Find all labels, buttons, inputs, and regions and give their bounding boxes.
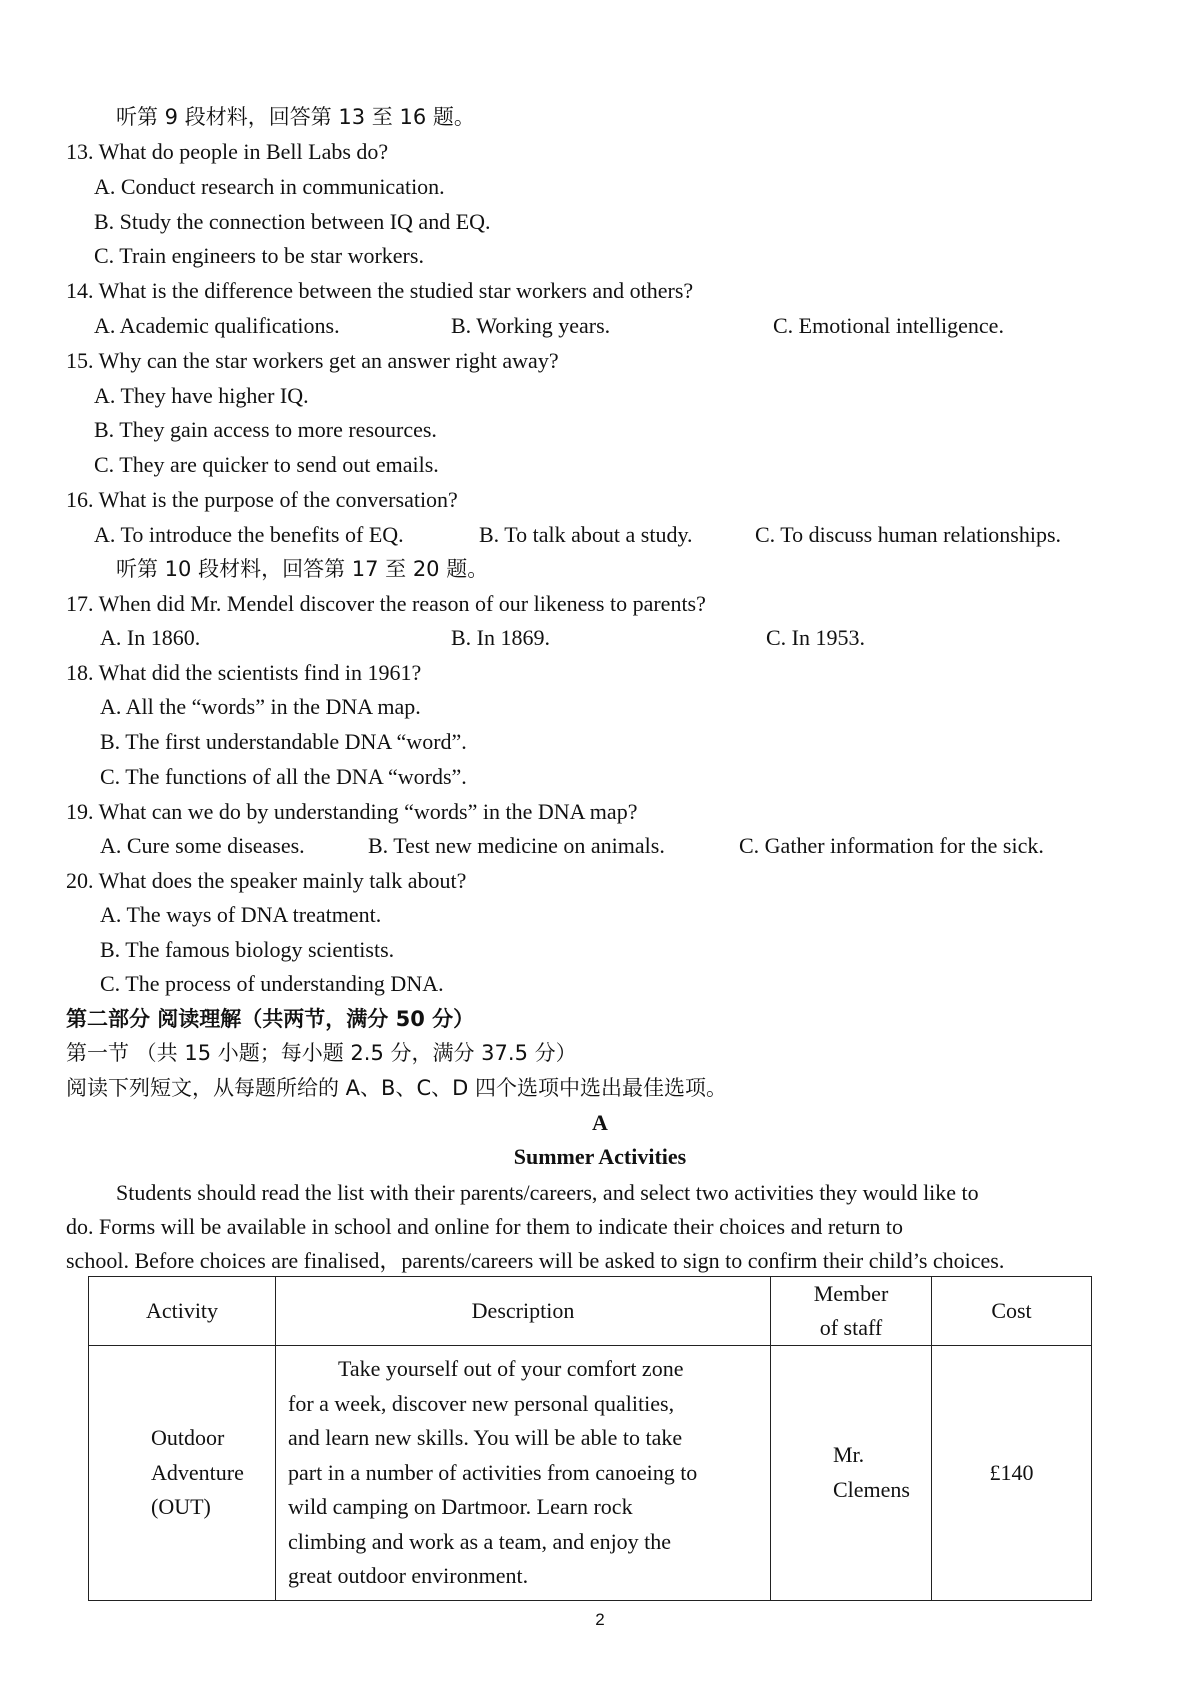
q19-option-b: B. Test new medicine on animals. [368,833,665,858]
question-16: 16. What is the purpose of the conversation? [66,487,458,512]
question-15: 15. Why can the star workers get an answer right away? [66,348,559,373]
q14-option-b: B. Working years. [451,313,611,338]
page-number: 2 [595,1610,605,1629]
header-member-line-1: Member [813,1281,889,1306]
q18-option-c: C. The functions of all the DNA “words”. [100,764,467,789]
q14-option-c: C. Emotional intelligence. [773,313,1004,338]
passage-line-2: do. Forms will be available in school and online for them to indicate their choices and return to [66,1214,903,1239]
activity-line: Outdoor [151,1425,225,1450]
description-line: part in a number of activities from canoeing to [288,1459,698,1485]
q16-options [0,520,1200,550]
q18-option-b: B. The first understandable DNA “word”. [100,729,467,754]
passage-line-1: Students should read the list with their parents/careers, and select two activities they would like to [116,1180,979,1205]
part2-title: 第二部分 阅读理解（共两节，满分 50 分） [66,1007,475,1031]
q15-option-c: C. They are quicker to send out emails. [94,452,439,477]
q19-option-a: A. Cure some diseases. [100,833,305,858]
header-member-of-staff [771,1277,932,1346]
table-header-row [89,1277,1092,1346]
q13-option-a: A. Conduct research in communication. [94,174,445,199]
q17-option-a: A. In 1860. [100,625,201,650]
activity-line: (OUT) [151,1494,211,1519]
q14-options [0,311,1200,341]
description-line: for a week, discover new personal qualities, [288,1390,675,1416]
passage-letter: A [592,1110,608,1135]
description-line: Take yourself out of your comfort zone [338,1356,684,1381]
description-line: climbing and work as a team, and enjoy the [288,1528,672,1554]
q16-option-a: A. To introduce the benefits of EQ. [94,522,404,547]
q20-option-a: A. The ways of DNA treatment. [100,902,382,927]
staff-line: Clemens [833,1476,910,1502]
activity-line: Adventure [151,1459,244,1485]
question-13: 13. What do people in Bell Labs do? [66,139,389,164]
part2-instruction: 阅读下列短文，从每题所给的 A、B、C、D 四个选项中选出最佳选项。 [66,1076,727,1100]
q14-option-a: A. Academic qualifications. [94,313,340,338]
q20-option-c: C. The process of understanding DNA. [100,971,444,996]
q19-options [0,831,1200,861]
header-activity: Activity [89,1277,276,1346]
q17-options [0,623,1200,653]
q17-option-b: B. In 1869. [451,625,550,650]
q15-option-b: B. They gain access to more resources. [94,417,437,442]
part2-section1: 第一节 （共 15 小题；每小题 2.5 分，满分 37.5 分） [66,1041,577,1065]
q16-option-b: B. To talk about a study. [479,522,693,547]
header-description: Description [276,1277,771,1346]
q17-option-c: C. In 1953. [766,625,865,650]
description-line: wild camping on Dartmoor. Learn rock [288,1494,633,1519]
question-17: 17. When did Mr. Mendel discover the reason of our likeness to parents? [66,591,706,616]
q19-option-c: C. Gather information for the sick. [739,833,1044,858]
description-cell [276,1346,771,1601]
description-line: and learn new skills. You will be able to take [288,1425,683,1450]
question-14: 14. What is the difference between the studied star workers and others? [66,278,694,303]
q20-option-b: B. The famous biology scientists. [100,937,395,962]
q15-option-a: A. They have higher IQ. [94,383,309,408]
activities-table [88,1276,1092,1601]
header-member-line-2: of staff [819,1315,883,1340]
question-19: 19. What can we do by understanding “words” in the DNA map? [66,799,638,824]
section-intro-10: 听第 10 段材料，回答第 17 至 20 题。 [116,557,489,581]
q16-option-c: C. To discuss human relationships. [755,522,1062,547]
header-cost: Cost [932,1277,1092,1346]
staff-cell [771,1346,932,1601]
description-line: great outdoor environment. [288,1563,529,1588]
table-row [89,1346,1092,1601]
q18-option-a: A. All the “words” in the DNA map. [100,694,421,719]
staff-line: Mr. [833,1442,865,1468]
question-18: 18. What did the scientists find in 1961? [66,660,422,685]
activity-cell [89,1346,276,1601]
q13-option-b: B. Study the connection between IQ and EQ. [94,209,491,234]
section-intro-9: 听第 9 段材料，回答第 13 至 16 题。 [116,105,475,129]
passage-title: Summer Activities [513,1144,687,1169]
cost-cell: £140 [932,1346,1092,1601]
passage-line-3: school. Before choices are finalised，parents/careers will be asked to sign to confirm their child’s choices. [66,1248,1005,1273]
question-20: 20. What does the speaker mainly talk about? [66,868,467,893]
q13-option-c: C. Train engineers to be star workers. [94,243,424,268]
